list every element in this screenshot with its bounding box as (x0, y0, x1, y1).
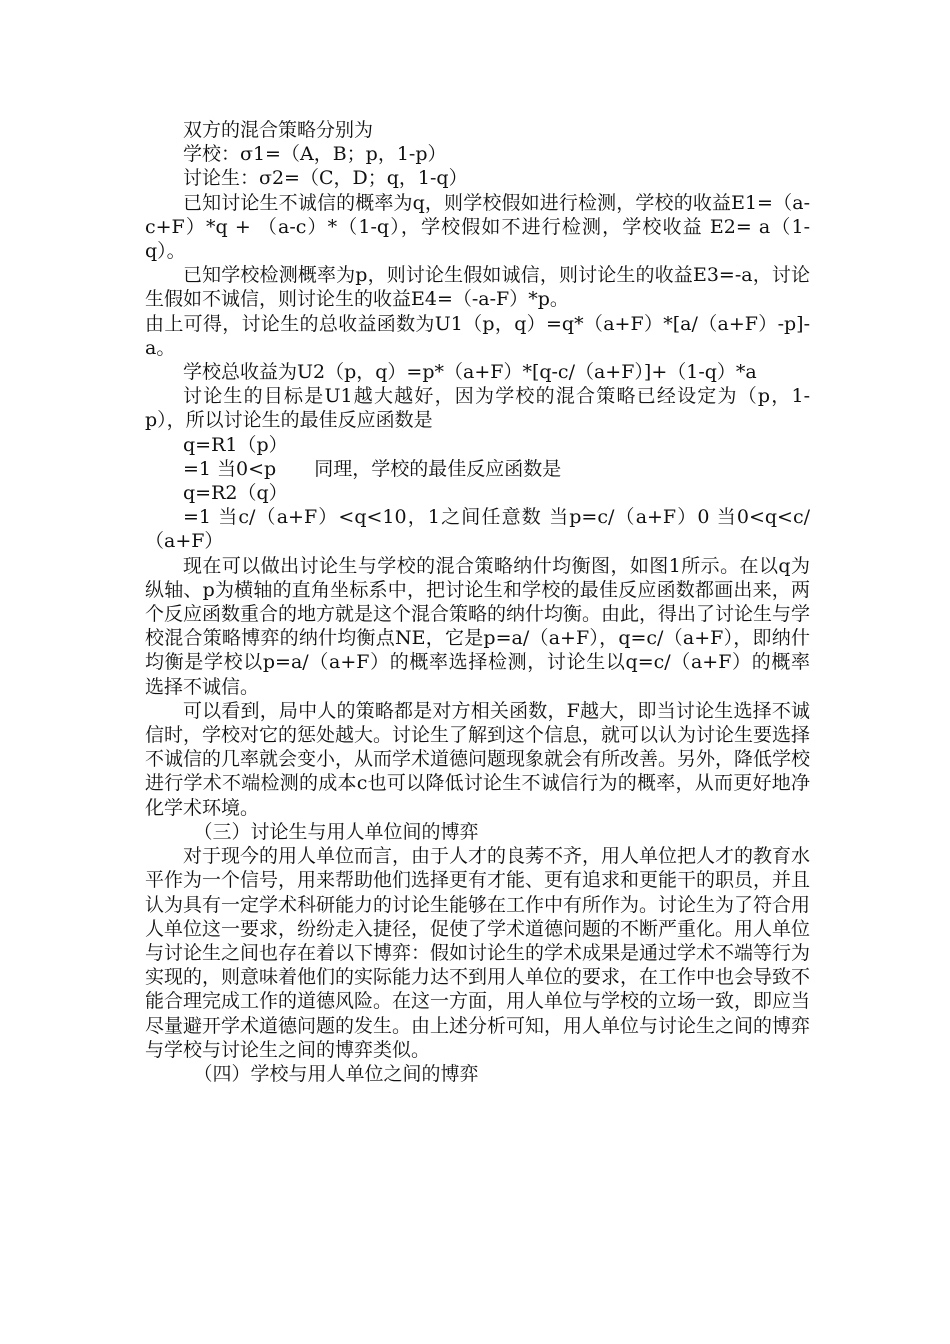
paragraph-student-strategy: 讨论生：σ2=（C，D；q，1-q） (183, 167, 468, 190)
paragraph-student-payoff: 已知学校检测概率为p，则讨论生假如诚信，则讨论生的收益E3=-a，讨论生假如不诚信，则讨论生的收益E4=（-a-F）*p。 (145, 264, 810, 311)
paragraph-school-payoff: 已知讨论生不诚信的概率为q，则学校假如进行检测，学校的收益E1=（a-c+F）*q + （a-c）*（1-q），学校假如不进行检测，学校收益 E2= a（1-q）。 (145, 191, 810, 263)
paragraph-school-strategy: 学校：σ1=（A，B；p，1-p） (183, 143, 447, 166)
paragraph-formula-r1: q=R1（p） (183, 433, 288, 456)
paragraph-formula-r1-cases: =1 当0<p 同理，学校的最佳反应函数是 (183, 457, 562, 480)
paragraph-formula-r2: q=R2（q） (183, 482, 288, 505)
paragraph-employer-game: 对于现今的用人单位而言，由于人才的良莠不齐，用人单位把人才的教育水平作为一个信号，用来帮助他们选择更有才能、更有追求和更能干的职员，并且认为具有一定学术科研能力的讨论生能够在工作中有所作为。讨论生为了符合用人单位这一要求，纷纷走入捷径，促使了学术道德问题的不断严重化。用人单位与讨论生之间也存在着以下博弈：假如讨论生的学术成果是通过学术不端等行为实现的，则意味着他们的实际能力达不到用人单位的要求，在工作中也会导致不能合理完成工作的道德风险。在这一方面，用人单位与学校的立场一致，即应当尽量避开学术道德问题的发生。由上述分析可知，用人单位与讨论生之间的博弈与学校与讨论生之间的博弈类似。 (145, 845, 811, 1061)
paragraph-student-total-utility: 由上可得，讨论生的总收益函数为U1（p，q）=q*（a+F）*[a/（a+F）-p]-a。 (145, 312, 810, 359)
paragraph-student-goal: 讨论生的目标是U1越大越好，因为学校的混合策略已经设定为（p，1-p），所以讨论生的最佳反应函数是 (145, 385, 810, 432)
paragraph-mixed-strategy-intro: 双方的混合策略分别为 (183, 119, 374, 141)
paragraph-formula-r2-cases: =1 当c/（a+F）<q<10，1之间任意数 当p=c/（a+F）0 当0<q<c/（a+F） (145, 506, 810, 553)
paragraph-conclusion: 可以看到，局中人的策略都是对方相关函数，F越大，即当讨论生选择不诚信时，学校对它的惩处越大。讨论生了解到这个信息，就可以认为讨论生要选择不诚信的几率就会变小，从而学术道德问题现象就会有所改善。另外，降低学校进行学术不端检测的成本c也可以降低讨论生不诚信行为的概率，从而更好地净化学术环境。 (145, 699, 811, 819)
paragraph-school-total-utility: 学校总收益为U2（p，q）=p*（a+F）*[q-c/（a+F）]+（1-q）*a (183, 361, 757, 384)
section-heading-4: （四）学校与用人单位之间的博弈 (193, 1062, 479, 1085)
document-page (145, 118, 810, 1086)
paragraph-nash-equilibrium: 现在可以做出讨论生与学校的混合策略纳什均衡图，如图1所示。在以q为纵轴、p为横轴的直角坐标系中，把讨论生和学校的最佳反应函数都画出来，两个反应函数重合的地方就是这个混合策略的纳什均衡。由此，得出了讨论生与学校混合策略博弈的纳什均衡点NE，它是p=a/（a+F），q=c/（a+F），即纳什均衡是学校以p=a/（a+F）的概率选择检测，讨论生以q=c/（a+F）的概率选择不诚信。 (145, 554, 811, 698)
section-heading-3: （三）讨论生与用人单位间的博弈 (193, 820, 479, 843)
